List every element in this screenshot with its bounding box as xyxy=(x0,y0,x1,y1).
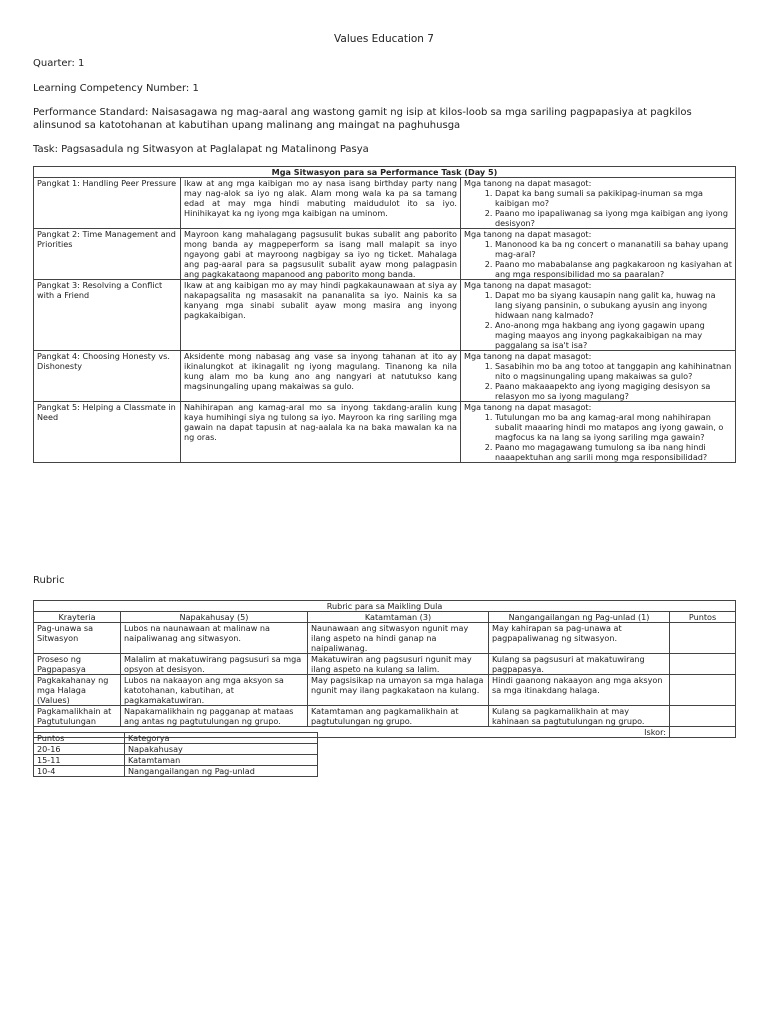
rubric-cell: Kulang sa pagkamalikhain at may kahinaan sa pagtutulungan ng grupo. xyxy=(489,706,670,727)
rubric-cell: Kulang sa pagsusuri at makatuwirang pagpapasya. xyxy=(489,654,670,675)
situation-row xyxy=(34,280,736,351)
quarter-line: Quarter: 1 xyxy=(33,58,85,69)
questions-list xyxy=(464,239,732,279)
scenario-text: Ikaw at ang kaibigan mo ay may hindi pagkakaunawaan at siya ay nakapagsalita ng masasakit na pananalita sa iyo. Nainis ka sa kanyang mga sinabi subalit ayaw mong masira ang inyong pagkakaibigan. xyxy=(181,280,461,351)
rubric-cell xyxy=(670,654,736,675)
rubric-cell: Naunawaan ang sitwasyon ngunit may ilang aspeto na hindi ganap na naipaliwanag. xyxy=(308,623,489,654)
questions-intro: Mga tanong na dapat masagot: xyxy=(464,280,592,290)
score-scale-table xyxy=(33,732,318,777)
questions-cell xyxy=(461,178,736,229)
questions-cell xyxy=(461,402,736,463)
rubric-cell: May kahirapan sa pag-unawa at pagpapaliwanag ng sitwasyon. xyxy=(489,623,670,654)
rubric-row xyxy=(34,623,736,654)
rubric-cell xyxy=(670,706,736,727)
scale-cell: 20-16 xyxy=(34,744,125,755)
rubric-title: Rubric para sa Maikling Dula xyxy=(34,601,736,612)
scale-row xyxy=(34,744,318,755)
questions-intro: Mga tanong na dapat masagot: xyxy=(464,402,592,412)
rubric-header-row xyxy=(34,612,736,623)
group-name: Pangkat 2: Time Management and Priorities xyxy=(34,229,181,280)
rubric-cell: May pagsisikap na umayon sa mga halaga ngunit may ilang pagkakataon na kulang. xyxy=(308,675,489,706)
iskor-label: Iskor: xyxy=(34,727,670,738)
situation-row xyxy=(34,351,736,402)
situation-row xyxy=(34,178,736,229)
situations-header: Mga Sitwasyon para sa Performance Task (Day 5) xyxy=(34,167,736,178)
questions-list xyxy=(464,290,732,350)
rubric-cell: Proseso ng Pagpapasya xyxy=(34,654,121,675)
scale-cell: 15-11 xyxy=(34,755,125,766)
scale-header: Puntos xyxy=(34,733,125,744)
question-item: 1. Dapat mo ba siyang kausapin nang galit ka, huwag na lang siyang pansinin, o subukang ayusin ang inyong hidwaan nang kalmado? xyxy=(495,290,732,320)
rubric-header: Napakahusay (5) xyxy=(121,612,308,623)
scenario-text: Mayroon kang mahalagang pagsusulit bukas subalit ang paborito mong banda ay magpeperform sa isang mall malapit sa inyo ngayong gabi at mayroong nagbigay sa iyo ng ticket. Mahalaga ang pag-aaral para sa pagsusulit subalit ayaw mong palagpasin ang pagkakataong mapanood ang paborito mong banda. xyxy=(181,229,461,280)
questions-list xyxy=(464,361,732,401)
performance-standard: Performance Standard: Naisasagawa ng mag-aaral ang wastong gamit ng isip at kilos-loob sa mga sariling pagpapasiya at pagkilos alinsunod sa katotohanan at kabutihan upang malinang ang maingat na paghuhusga xyxy=(33,107,692,131)
question-item: 1. Manonood ka ba ng concert o mananatili sa bahay upang mag-aral? xyxy=(495,239,732,259)
scale-cell: Napakahusay xyxy=(125,744,318,755)
scenario-text: Ikaw at ang mga kaibigan mo ay nasa isang birthday party nang may nag-alok sa iyo ng alak. Alam mong wala ka pa sa tamang edad at may mga hindi mabuting maidudulot ito sa iyo. Hinihikayat ka ng iyong mga kaibigan na uminom. xyxy=(181,178,461,229)
rubric-cell: Napakamalikhain ng pagganap at mataas ang antas ng pagtutulungan ng grupo. xyxy=(121,706,308,727)
rubric-header: Katamtaman (3) xyxy=(308,612,489,623)
scenario-text: Nahihirapan ang kamag-aral mo sa inyong takdang-aralin kung kaya humihingi siya ng tulong sa iyo. Mayroon ka ring sariling mga gawain na dapat tapusin at nag-aalala ka na baka mawalan ka na ng oras. xyxy=(181,402,461,463)
group-name: Pangkat 4: Choosing Honesty vs. Dishonesty xyxy=(34,351,181,402)
rubric-cell: Hindi gaanong nakaayon ang mga aksyon sa mga itinakdang halaga. xyxy=(489,675,670,706)
scale-cell: Nangangailangan ng Pag-unlad xyxy=(125,766,318,777)
questions-cell xyxy=(461,280,736,351)
questions-list xyxy=(464,412,732,462)
questions-cell xyxy=(461,229,736,280)
rubric-row xyxy=(34,675,736,706)
question-item: 1. Sasabihin mo ba ang totoo at tanggapin ang kahihinatnan nito o magsinungaling upang makaiwas sa gulo? xyxy=(495,361,732,381)
iskor-value xyxy=(670,727,736,738)
question-item: 2. Ano-anong mga hakbang ang iyong gagawin upang maging maayos ang inyong pagkakaibigan na may paggalang sa isa't isa? xyxy=(495,320,732,350)
scale-row xyxy=(34,755,318,766)
group-name: Pangkat 1: Handling Peer Pressure xyxy=(34,178,181,229)
question-item: 1. Dapat ka bang sumali sa pakikipag-inuman sa mga kaibigan mo? xyxy=(495,188,732,208)
rubric-cell: Lubos na naunawaan at malinaw na naipaliwanag ang sitwasyon. xyxy=(121,623,308,654)
document-title: Values Education 7 xyxy=(334,33,434,45)
competency-line: Learning Competency Number: 1 xyxy=(33,83,199,94)
group-name: Pangkat 3: Resolving a Conflict with a Friend xyxy=(34,280,181,351)
scale-header: Kategorya xyxy=(125,733,318,744)
questions-cell xyxy=(461,351,736,402)
question-item: 2. Paano mo ipapaliwanag sa iyong mga kaibigan ang iyong desisyon? xyxy=(495,208,732,228)
scenario-text: Aksidente mong nabasag ang vase sa inyong tahanan at ito ay ikinalungkot at ikinagalit ng iyong magulang. Tinanong ka nila kung alam mo ba kung ano ang nangyari at natutukso kang magsinungaling upang makaiwas sa gulo. xyxy=(181,351,461,402)
questions-intro: Mga tanong na dapat masagot: xyxy=(464,178,592,188)
question-item: 2. Paano mo magagawang tumulong sa iba nang hindi naaapektuhan ang sarili mong mga responsibilidad? xyxy=(495,442,732,462)
rubric-row xyxy=(34,706,736,727)
rubric-label: Rubric xyxy=(33,575,65,586)
rubric-cell: Makatuwiran ang pagsusuri ngunit may ilang aspeto na kulang sa lalim. xyxy=(308,654,489,675)
questions-list xyxy=(464,188,732,228)
rubric-cell: Katamtaman ang pagkamalikhain at pagtutulungan ng grupo. xyxy=(308,706,489,727)
questions-intro: Mga tanong na dapat masagot: xyxy=(464,351,592,361)
question-item: 2. Paano makaaapekto ang iyong magiging desisyon sa relasyon mo sa iyong magulang? xyxy=(495,381,732,401)
rubric-cell: Malalim at makatuwirang pagsusuri sa mga opsyon at desisyon. xyxy=(121,654,308,675)
rubric-cell: Pagkamalikhain at Pagtutulungan xyxy=(34,706,121,727)
scale-cell: 10-4 xyxy=(34,766,125,777)
questions-intro: Mga tanong na dapat masagot: xyxy=(464,229,592,239)
rubric-table xyxy=(33,600,736,738)
scale-row xyxy=(34,766,318,777)
situation-row xyxy=(34,402,736,463)
rubric-row xyxy=(34,654,736,675)
rubric-cell xyxy=(670,675,736,706)
rubric-cell: Pagkakahanay ng mga Halaga (Values) xyxy=(34,675,121,706)
question-item: 1. Tutulungan mo ba ang kamag-aral mong nahihirapan subalit maaaring hindi mo matapos ang iyong gawain, o magfocus ka na lang sa iyong sariling mga gawain? xyxy=(495,412,732,442)
task-line: Task: Pagsasadula ng Sitwasyon at Paglalapat ng Matalinong Pasya xyxy=(33,144,369,155)
situation-row xyxy=(34,229,736,280)
rubric-cell: Lubos na nakaayon ang mga aksyon sa katotohanan, kabutihan, at pagkamakatuwiran. xyxy=(121,675,308,706)
rubric-header: Nangangailangan ng Pag-unlad (1) xyxy=(489,612,670,623)
scale-header-row xyxy=(34,733,318,744)
rubric-header: Puntos xyxy=(670,612,736,623)
scale-cell: Katamtaman xyxy=(125,755,318,766)
rubric-cell xyxy=(670,623,736,654)
group-name: Pangkat 5: Helping a Classmate in Need xyxy=(34,402,181,463)
rubric-cell: Pag-unawa sa Sitwasyon xyxy=(34,623,121,654)
situations-table xyxy=(33,166,736,463)
rubric-header: Krayteria xyxy=(34,612,121,623)
question-item: 2. Paano mo mababalanse ang pagkakaroon ng kasiyahan at ang mga responsibilidad mo sa paaralan? xyxy=(495,259,732,279)
